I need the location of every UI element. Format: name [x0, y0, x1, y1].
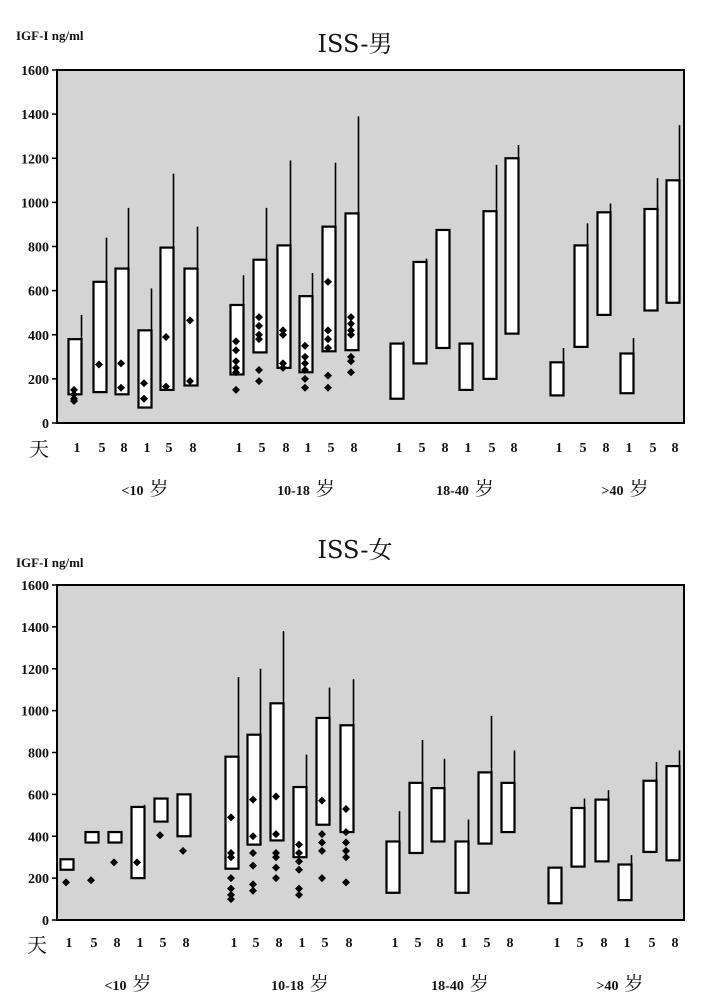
y-tick-label: 1600 [21, 64, 49, 79]
age-group-range: <10 [104, 979, 127, 994]
x-tick-label: 8 [671, 936, 679, 951]
box-series-item [132, 805, 145, 951]
box-rect [432, 788, 445, 841]
box-rect [317, 718, 330, 825]
box-rect [61, 859, 74, 869]
x-tick-label: 1 [65, 936, 73, 951]
age-group-label [431, 973, 489, 995]
chart-title: ISS-女 [317, 536, 393, 564]
box-rect [94, 282, 107, 392]
box-rect [667, 766, 680, 860]
x-tick-label: 5 [488, 441, 496, 456]
age-group-unit: 岁 [132, 973, 152, 995]
box-rect [667, 180, 680, 302]
box-rect [278, 245, 291, 367]
box-rect [484, 211, 497, 379]
age-group-range: 18-40 [436, 484, 469, 499]
age-group-label [597, 973, 644, 995]
box-rect [437, 230, 450, 348]
age-group-unit: 岁 [629, 478, 649, 500]
box-rect [178, 794, 191, 836]
box-rect [549, 868, 562, 904]
age-group-range: 10-18 [277, 484, 310, 499]
y-tick-label: 400 [28, 830, 49, 846]
x-tick-label: 8 [600, 936, 608, 951]
box-series-item [300, 273, 313, 456]
age-group-label [602, 478, 649, 500]
x-tick-label: 8 [113, 936, 121, 951]
age-group-range: 18-40 [431, 979, 464, 994]
box-rect [645, 209, 658, 310]
x-tick-label: 5 [90, 936, 98, 951]
x-tick-label: 8 [345, 936, 353, 951]
x-tick-label: 1 [460, 936, 468, 951]
y-tick-label: 1000 [21, 704, 49, 720]
x-tick-label: 1 [625, 441, 633, 456]
box-rect [414, 262, 427, 363]
box-rect [132, 807, 145, 878]
box-rect [551, 362, 564, 395]
x-tick-label: 5 [418, 441, 426, 456]
box-rect [116, 269, 129, 395]
box-rect [410, 783, 423, 853]
x-tick-label: 8 [441, 441, 449, 456]
age-group-unit: 岁 [309, 973, 329, 995]
x-tick-label: 1 [553, 936, 561, 951]
x-tick-label: 1 [304, 441, 312, 456]
box-rect [155, 799, 168, 822]
box-rect [502, 783, 515, 832]
x-tick-label: 8 [282, 441, 290, 456]
y-tick-label: 600 [28, 284, 49, 300]
x-tick-label: 1 [136, 936, 144, 951]
age-group-unit: 岁 [474, 478, 494, 500]
box-rect [575, 245, 588, 346]
age-group-label [436, 478, 494, 500]
x-tick-label: 1 [464, 441, 472, 456]
chart-title: ISS-男 [317, 30, 393, 58]
age-group-range: <10 [121, 484, 144, 499]
box-rect [185, 269, 198, 386]
x-tick-label: 5 [98, 441, 106, 456]
age-group-unit: 岁 [469, 973, 489, 995]
x-tick-label: 5 [648, 936, 656, 951]
y-tick-label: 800 [28, 240, 49, 256]
box-rect [161, 248, 174, 390]
box-rect [644, 781, 657, 852]
chart-panel-1 [16, 28, 684, 500]
x-tick-label: 5 [159, 936, 167, 951]
box-rect [596, 800, 609, 862]
y-tick-label: 1400 [21, 620, 49, 636]
y-tick-label: 800 [28, 746, 49, 762]
x-tick-label: 1 [395, 441, 403, 456]
x-tick-label: 5 [414, 936, 422, 951]
x-tick-label: 8 [506, 936, 514, 951]
y-tick-label: 1200 [21, 662, 49, 678]
x-tick-label: 8 [602, 441, 610, 456]
box-rect [506, 158, 519, 333]
x-tick-label: 8 [275, 936, 283, 951]
box-rect [109, 832, 122, 842]
box-rect [621, 354, 634, 394]
box-rect [341, 725, 354, 832]
box-rect [572, 808, 585, 867]
x-tick-label: 8 [671, 441, 679, 456]
box-rect [271, 703, 284, 840]
x-tick-label: 5 [165, 441, 173, 456]
box-rect [387, 841, 400, 892]
box-rect [248, 735, 261, 845]
x-tick-label: 5 [327, 441, 335, 456]
age-group-unit: 岁 [315, 478, 335, 500]
y-tick-label: 1000 [21, 196, 49, 212]
x-tick-label: 1 [555, 441, 563, 456]
x-tick-label: 8 [120, 441, 128, 456]
x-tick-label: 8 [189, 441, 197, 456]
box-rect [86, 832, 99, 842]
x-tick-label: 8 [182, 936, 190, 951]
x-tick-label: 5 [576, 936, 584, 951]
age-group-unit: 岁 [624, 973, 644, 995]
age-group-range: >40 [596, 979, 619, 994]
x-tick-label: 1 [73, 441, 81, 456]
x-tick-label: 8 [350, 441, 358, 456]
y-tick-label: 600 [28, 788, 49, 804]
age-group-label [105, 973, 152, 995]
x-tick-label: 1 [235, 441, 243, 456]
age-group-unit: 岁 [149, 478, 169, 500]
x-tick-label: 8 [510, 441, 518, 456]
box-rect [619, 865, 632, 901]
box-rect [460, 344, 473, 390]
y-tick-label: 200 [28, 872, 49, 888]
x-tick-label: 5 [252, 936, 260, 951]
x-tick-label: 1 [230, 936, 238, 951]
x-tick-label: 1 [623, 936, 631, 951]
x-tick-label: 5 [321, 936, 329, 951]
y-axis-label: IGF-I ng/ml [16, 555, 84, 570]
x-tick-label: 8 [436, 936, 444, 951]
x-tick-label: 1 [298, 936, 306, 951]
y-tick-label: 400 [28, 328, 49, 344]
age-group-label [271, 973, 329, 995]
age-group-range: 10-18 [271, 979, 304, 994]
age-group-label [277, 478, 335, 500]
x-axis-day-label: 天 [29, 437, 49, 461]
y-axis-label: IGF-I ng/ml [16, 28, 84, 43]
x-tick-label: 5 [649, 441, 657, 456]
y-tick-label: 1600 [21, 579, 49, 594]
x-tick-label: 5 [483, 936, 491, 951]
box-rect [456, 841, 469, 892]
age-group-label [122, 478, 169, 500]
x-axis-day-label: 天 [27, 933, 47, 957]
y-tick-label: 200 [28, 372, 49, 388]
box-series-item [414, 259, 427, 456]
box-rect [598, 212, 611, 315]
x-tick-label: 5 [258, 441, 266, 456]
y-tick-label: 0 [42, 914, 49, 929]
age-group-range: >40 [601, 484, 624, 499]
box-rect [69, 339, 82, 394]
box-rect [479, 772, 492, 843]
y-tick-label: 1400 [21, 108, 49, 124]
x-tick-label: 1 [143, 441, 151, 456]
box-rect [391, 344, 404, 399]
plot-area [57, 585, 684, 920]
x-tick-label: 5 [579, 441, 587, 456]
y-tick-label: 0 [42, 417, 49, 432]
x-tick-label: 1 [391, 936, 399, 951]
box-series-item [391, 341, 404, 456]
chart-panel-2 [16, 536, 684, 995]
y-tick-label: 1200 [21, 152, 49, 168]
